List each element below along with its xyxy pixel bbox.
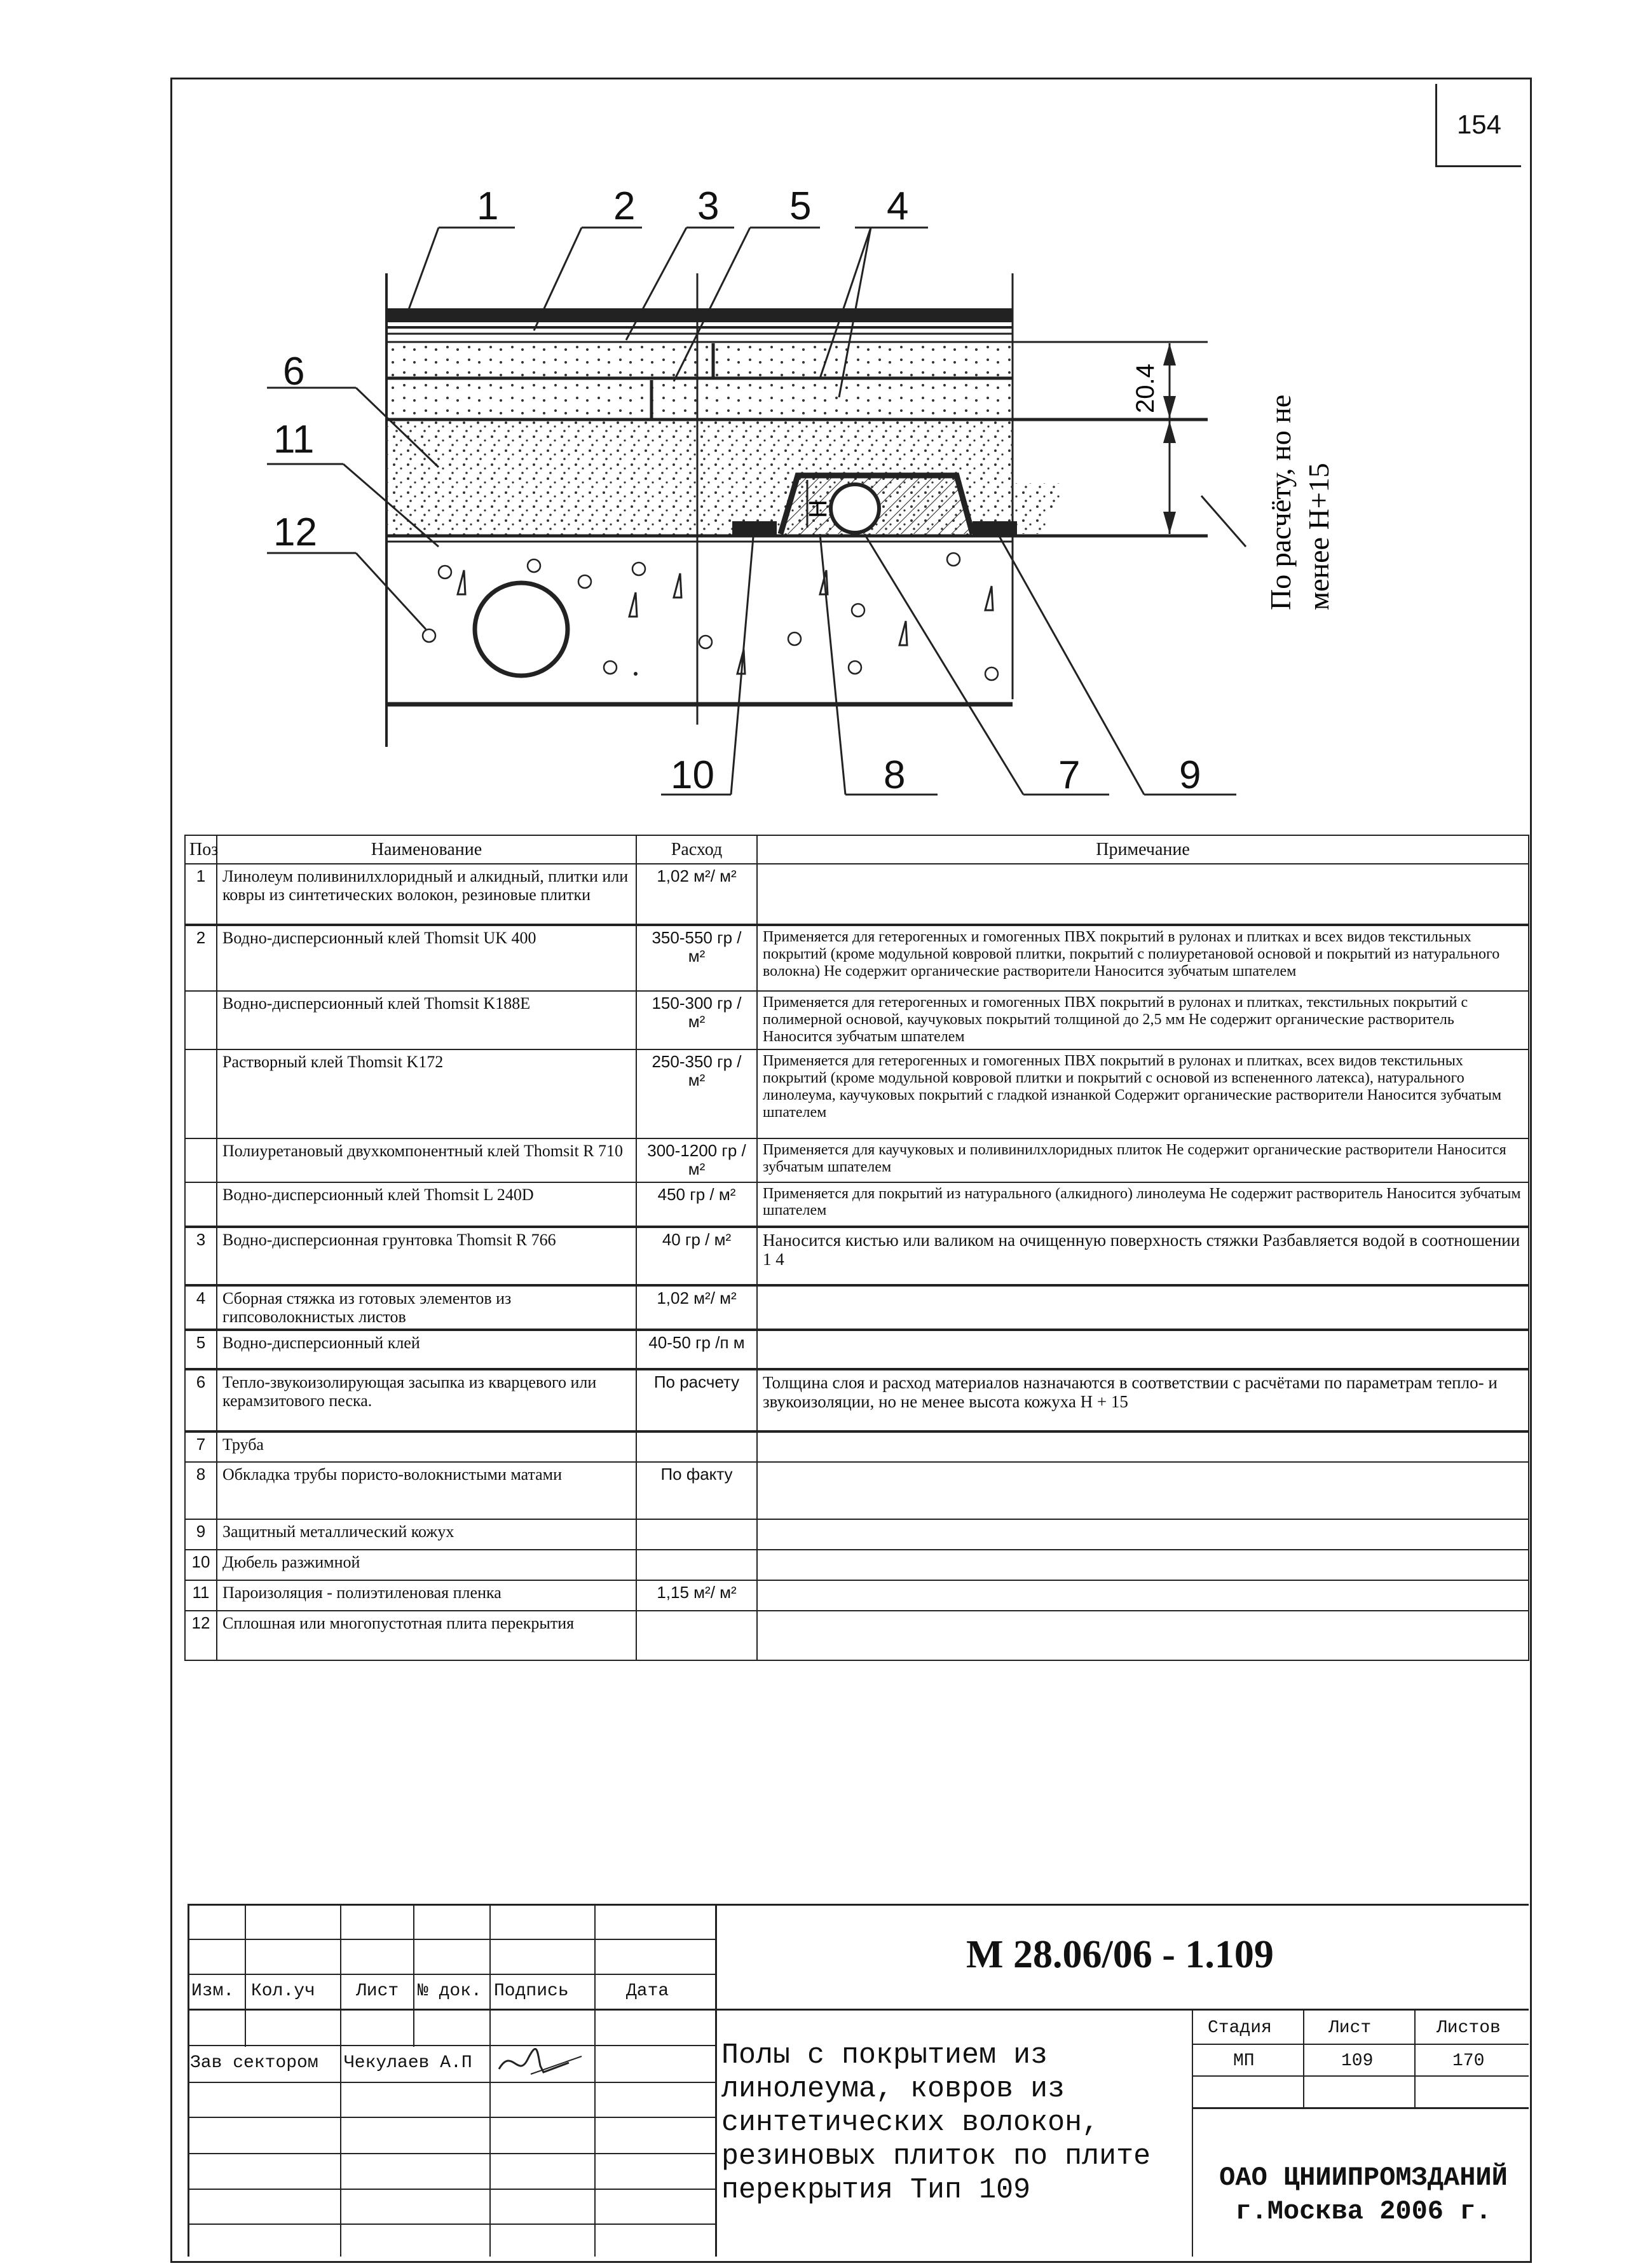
- row-note: Применяется для каучуковых и поливинилхлоридных плиток Не содержит органические растворители Наносится зубчатым шпателем: [757, 1138, 1529, 1182]
- table-row: [185, 1431, 1529, 1462]
- stage-label: Стадия: [1208, 2018, 1272, 2038]
- row-name: Водно-дисперсионный клей Thomsit UK 400: [217, 925, 636, 991]
- table-row: [185, 1182, 1529, 1227]
- header-name: Наименование: [217, 835, 636, 864]
- row-pos: 4: [185, 1285, 217, 1330]
- role-label: Зав сектором: [190, 2053, 318, 2073]
- row-name: Сплошная или многопустотная плита перекрытия: [217, 1611, 636, 1660]
- row-name: Водно-дисперсионный клей Thomsit L 240D: [217, 1182, 636, 1227]
- callout-3: 3: [697, 184, 720, 228]
- row-rate: [636, 1431, 757, 1462]
- callout-5: 5: [789, 184, 812, 228]
- row-rate: 250-350 гр / м²: [636, 1049, 757, 1138]
- row-rate: 300-1200 гр / м²: [636, 1138, 757, 1182]
- row-name: Сборная стяжка из готовых элементов из гипсоволокнистых листов: [217, 1285, 636, 1330]
- row-rate: [636, 1550, 757, 1580]
- row-note: Применяется для гетерогенных и гомогенных ПВХ покрытий в рулонах и плитках, всех видов текстильных покрытий (кроме модульной ковровой плитки и покрытий с основой из вспененного латекса), натурального линолеума, каучуковых покрытий с гладкой изнанкой Содержит органические растворители Наносится зубчатым шпателем: [757, 1049, 1529, 1138]
- callout-4: 4: [887, 184, 909, 228]
- row-rate: 450 гр / м²: [636, 1182, 757, 1227]
- row-pos: 7: [185, 1431, 217, 1462]
- table-row: [185, 1227, 1529, 1285]
- header-pos: Поз: [185, 835, 217, 864]
- table-row: [185, 1049, 1529, 1138]
- row-note: Наносится кистью или валиком на очищенную поверхность стяжки Разбавляется водой в соотношении 1 4: [757, 1227, 1529, 1285]
- row-name: Линолеум поливинилхлоридный и алкидный, плитки или ковры из синтетических волокон, резиновые плитки: [217, 864, 636, 925]
- col-list: Лист: [356, 1981, 399, 2001]
- table-row: [185, 1369, 1529, 1431]
- callout-6: 6: [283, 350, 305, 393]
- row-note: [757, 1462, 1529, 1519]
- callout-1: 1: [477, 184, 499, 228]
- callout-7: 7: [1058, 753, 1081, 797]
- row-note: [757, 1519, 1529, 1550]
- row-name: Водно-дисперсионная грунтовка Thomsit R 766: [217, 1227, 636, 1285]
- table-row: [185, 1330, 1529, 1369]
- row-pos: 3: [185, 1227, 217, 1285]
- row-note: [757, 1611, 1529, 1660]
- row-pos: [185, 1049, 217, 1138]
- row-rate: [636, 1611, 757, 1660]
- document-code: М 28.06/06 - 1.109: [966, 1933, 1274, 1976]
- table-row: [185, 1138, 1529, 1182]
- row-name: Тепло-звукоизолирующая засыпка из кварцевого или керамзитового песка.: [217, 1369, 636, 1431]
- row-name: Водно-дисперсионный клей Thomsit K188E: [217, 991, 636, 1049]
- row-pos: [185, 1138, 217, 1182]
- sheets-label: Листов: [1437, 2018, 1501, 2038]
- row-name: Пароизоляция - полиэтиленовая пленка: [217, 1580, 636, 1611]
- row-name: Труба: [217, 1431, 636, 1462]
- row-name: Дюбель разжимной: [217, 1550, 636, 1580]
- table-row: [185, 1462, 1529, 1519]
- row-note: [757, 1431, 1529, 1462]
- row-pos: 9: [185, 1519, 217, 1550]
- callout-9: 9: [1179, 753, 1201, 797]
- table-row: [185, 864, 1529, 925]
- sheets-value: 170: [1452, 2051, 1485, 2071]
- table-row: [185, 1611, 1529, 1660]
- person-name: Чекулаев А.П: [344, 2053, 472, 2073]
- row-note: Толщина слоя и расход материалов назначаются в соответствии с расчётами по параметрам тепло- и звукоизоляции, но не менее высота кожуха Н + 15: [757, 1369, 1529, 1431]
- callout-2: 2: [613, 184, 636, 228]
- organization-city-year: г.Москва 2006 г.: [1235, 2196, 1492, 2227]
- table-row: [185, 991, 1529, 1049]
- col-date: Дата: [626, 1981, 669, 2001]
- col-kol: Кол.уч: [251, 1981, 315, 2001]
- row-rate: 1,02 м²/ м²: [636, 864, 757, 925]
- row-rate: 40 гр / м²: [636, 1227, 757, 1285]
- row-note: Применяется для гетерогенных и гомогенных ПВХ покрытий в рулонах и плитках и всех видов текстильных покрытий (кроме модульной ковровой плитки, покрытий с полиуретановой основой и покрытий из натурального волокна) Не содержит органические растворители Наносится зубчатым шпателем: [757, 925, 1529, 991]
- row-rate: По факту: [636, 1462, 757, 1519]
- row-name: Растворный клей Thomsit K172: [217, 1049, 636, 1138]
- specification-table: [184, 835, 1529, 1661]
- row-rate: 1,15 м²/ м²: [636, 1580, 757, 1611]
- row-pos: 11: [185, 1580, 217, 1611]
- callout-10: 10: [671, 753, 714, 797]
- row-pos: 6: [185, 1369, 217, 1431]
- row-note: Применяется для гетерогенных и гомогенных ПВХ покрытий в рулонах и плитках, текстильных покрытий с полимерной основой, каучуковых покрытий толщиной до 2,5 мм Не содержит органические растворитель Наносится зубчатым шпателем: [757, 991, 1529, 1049]
- side-note-line1: По расчёту, но не: [1264, 394, 1297, 610]
- dimension-top: 20.4: [1131, 364, 1159, 413]
- row-rate: 1,02 м²/ м²: [636, 1285, 757, 1330]
- row-note: Применяется для покрытий из натурального (алкидного) линолеума Не содержит растворитель Наносится зубчатым шпателем: [757, 1182, 1529, 1227]
- row-rate: 150-300 гр / м²: [636, 991, 757, 1049]
- row-rate: 40-50 гр /п м: [636, 1330, 757, 1369]
- drawing-title: Полы с покрытием из линолеума, ковров из синтетических волокон, резиновых плиток по плите перекрытия Тип 109: [721, 2039, 1151, 2207]
- row-pos: [185, 991, 217, 1049]
- row-pos: 1: [185, 864, 217, 925]
- table-header: [185, 835, 1529, 864]
- row-pos: 8: [185, 1462, 217, 1519]
- row-pos: 12: [185, 1611, 217, 1660]
- callout-12: 12: [273, 510, 317, 554]
- side-note-line2: менее Н+15: [1302, 463, 1335, 610]
- sheet-label: Лист: [1328, 2018, 1372, 2038]
- row-pos: 5: [185, 1330, 217, 1369]
- header-rate: Расход: [636, 835, 757, 864]
- table-row: [185, 1580, 1529, 1611]
- row-pos: 2: [185, 925, 217, 991]
- row-rate: По расчету: [636, 1369, 757, 1431]
- row-name: Защитный металлический кожух: [217, 1519, 636, 1550]
- row-rate: 350-550 гр / м²: [636, 925, 757, 991]
- row-note: [757, 864, 1529, 925]
- dimension-h: H: [804, 500, 832, 518]
- callout-11: 11: [273, 418, 315, 461]
- row-pos: [185, 1182, 217, 1227]
- row-note: [757, 1580, 1529, 1611]
- organization: [1195, 2161, 1532, 2228]
- signature: [493, 2044, 588, 2082]
- table-row: [185, 1519, 1529, 1550]
- table-row: [185, 925, 1529, 991]
- row-name: Обкладка трубы пористо-волокнистыми матами: [217, 1462, 636, 1519]
- page-number: 154: [1435, 84, 1521, 167]
- header-note: Примечание: [757, 835, 1529, 864]
- table-row: [185, 1550, 1529, 1580]
- row-note: [757, 1330, 1529, 1369]
- col-sign: Подпись: [494, 1981, 569, 2001]
- row-note: [757, 1285, 1529, 1330]
- row-name: Водно-дисперсионный клей: [217, 1330, 636, 1369]
- col-doc: № док.: [418, 1981, 482, 2001]
- floor-section-drawing: [170, 79, 1524, 833]
- row-pos: 10: [185, 1550, 217, 1580]
- row-rate: [636, 1519, 757, 1550]
- organization-name: ОАО ЦНИИПРОМЗДАНИЙ: [1219, 2162, 1508, 2193]
- row-name: Полиуретановый двухкомпонентный клей Thomsit R 710: [217, 1138, 636, 1182]
- table-row: [185, 1285, 1529, 1330]
- row-note: [757, 1550, 1529, 1580]
- sheet-value: 109: [1341, 2051, 1374, 2071]
- col-izm: Изм.: [191, 1981, 235, 2001]
- callout-8: 8: [884, 753, 906, 797]
- stage-value: МП: [1233, 2051, 1255, 2071]
